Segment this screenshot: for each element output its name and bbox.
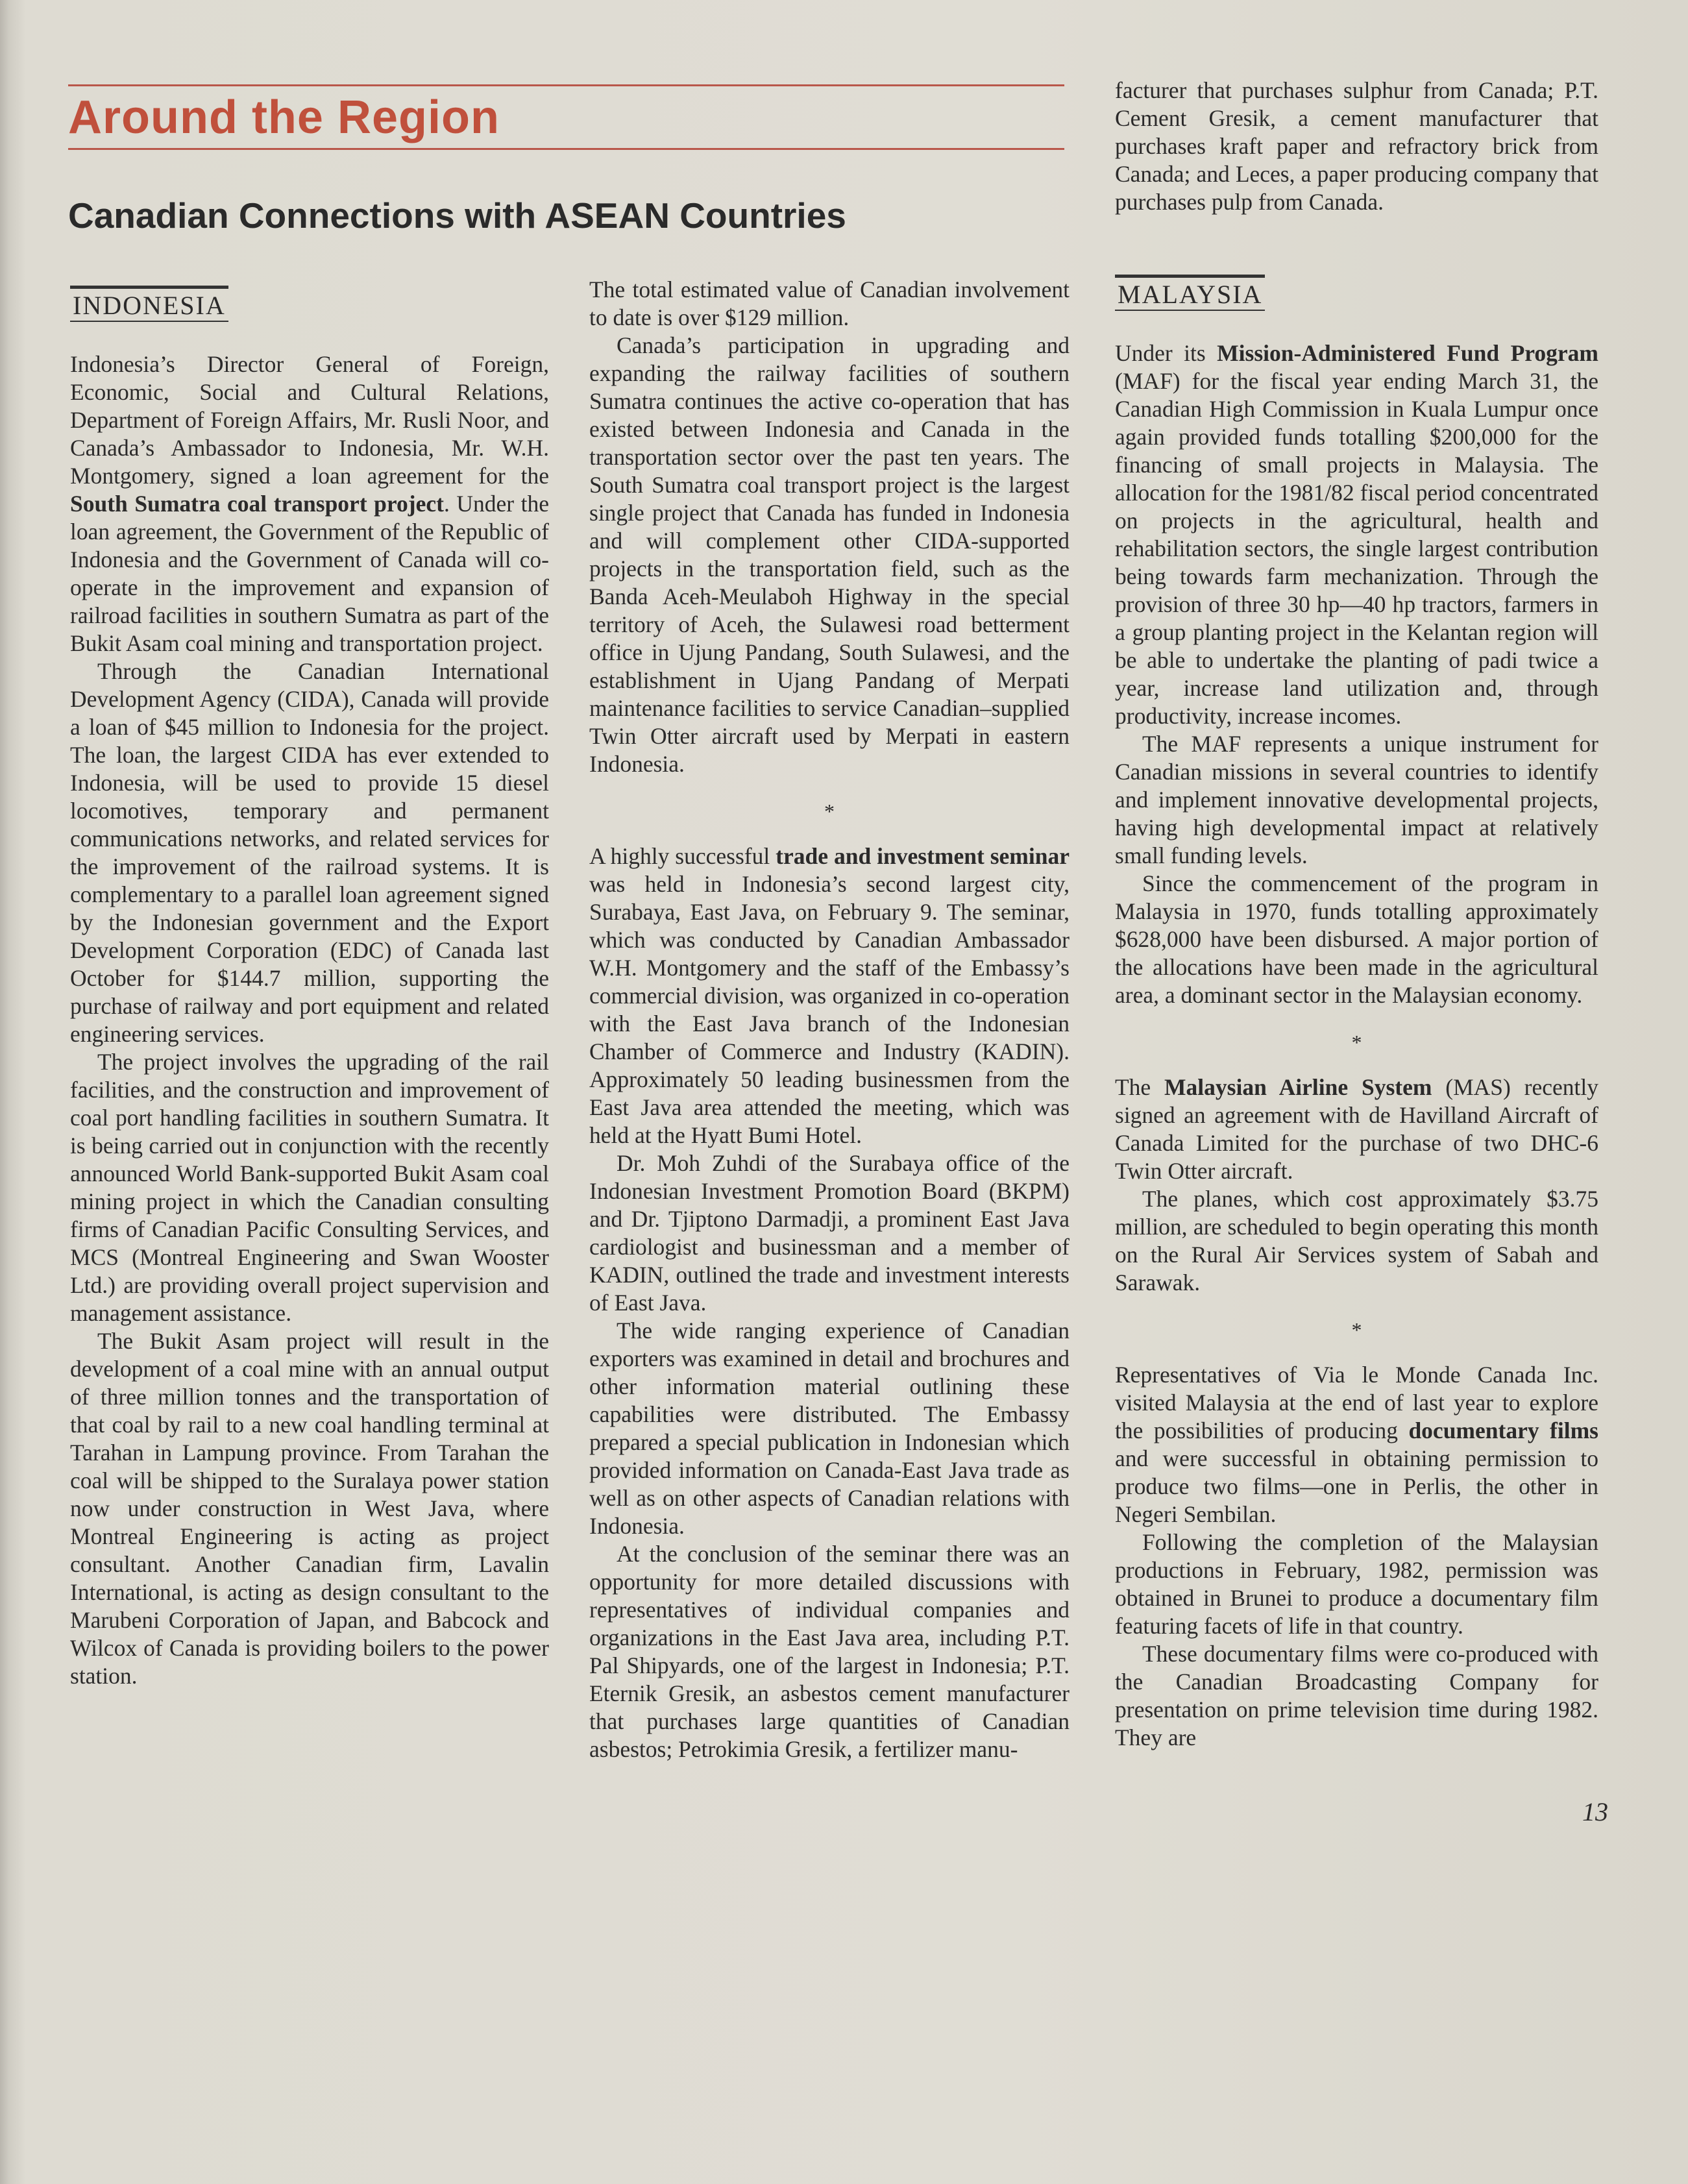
column-2: [589, 276, 1070, 1763]
paragraph: The planes, which cost approximately $3.75 million, are scheduled to begin operating this month on the Rural Air Services system of Sabah and Sarawak.: [1115, 1186, 1598, 1295]
paragraph: These documentary films were co-produced with the Canadian Broadcasting Company for presentation on prime television time during 1982. They are: [1115, 1641, 1598, 1750]
paragraph: [1115, 1361, 1598, 1528]
title-rule-bottom: [68, 148, 1064, 150]
text-run: . Under the loan agreement, the Government of the Republic of Indonesia and the Government of Canada will co-operate in the improvement and expansion of railroad facilities in southern Sumatra as part of the Bukit Asam coal mining and transportation project.: [70, 491, 549, 656]
bold-text: trade and investment seminar: [776, 843, 1070, 869]
paragraph: [70, 350, 549, 657]
paragraph: Through the Canadian International Development Agency (CIDA), Canada will provide a loan of $45 million to Indonesia for the project. The loan, the largest CIDA has ever extended to Indonesia, will be used to provide 15 diesel locomotives, temporary and permanent communications networks, and related services for the improvement of the railroad systems. It is complementary to a parallel loan agreement signed by the Indonesian government and the Export Development Corporation (EDC) of Canada last October for $144.7 million, supporting the purchase of railway and port equipment and related engineering services.: [70, 658, 549, 1047]
bold-text: Malaysian Airline System: [1164, 1074, 1432, 1100]
paragraph: [589, 842, 1070, 1149]
text-run: Indonesia’s Director General of Foreign, Economic, Social and Cultural Relations, Department of Foreign Affairs, Mr. Rusli Noor, and Canada’s Ambassador to Indonesia, Mr. W.H. Montgomery, signed a loan agreement for the: [70, 351, 549, 489]
paragraph: [1115, 1074, 1598, 1185]
paragraph: facturer that purchases sulphur from Canada; P.T. Cement Gresik, a cement manufacturer that purchases kraft paper and refractory brick from Canada; and Leces, a paper producing company that purchases pulp from Canada.: [1115, 77, 1598, 215]
paragraph: The project involves the upgrading of the rail facilities, and the construction and improvement of coal port handling facilities in southern Sumatra. It is being carried out in conjunction with the recently announced World Bank-supported Bukit Asam coal mining project in which the Canadian consulting firms of Canadian Pacific Consulting Services, and MCS (Montreal Engineering and Swan Wooster Ltd.) are providing overall project supervision and management assistance.: [70, 1049, 549, 1326]
text-run: Representatives of Via le Monde Canada Inc. visited Malaysia at the end of last year to explore the possibilities of producing: [1115, 1362, 1598, 1443]
paragraph: At the conclusion of the seminar there was an opportunity for more detailed discussions with representatives of individual companies and organizations in the East Java area, including P.T. Pal Shipyards, one of the largest in Indonesia; P.T. Eternik Gresik, an asbestos cement manufacturer that purchases large quantities of Canadian asbestos; Petrokimia Gresik, a fertilizer manu-: [589, 1541, 1070, 1762]
text-run: The: [1115, 1074, 1165, 1100]
country-heading-indonesia: INDONESIA: [70, 286, 228, 322]
spacer: [1115, 216, 1598, 275]
paragraph: Following the completion of the Malaysian productions in February, 1982, permission was obtained in Brunei to produce a documentary film featuring facets of life in that country.: [1115, 1529, 1598, 1639]
paragraph: [1115, 339, 1598, 730]
paragraph: Canada’s participation in upgrading and expanding the railway facilities of southern Sumatra continues the active co-operation that has existed between Indonesia and Canada in the transportation sector over the past ten years. The South Sumatra coal transport project is the largest single project that Canada has funded in Indonesia and will complement other CIDA-supported projects in the transportation field, such as the Banda Aceh-Meulaboh Highway in the special territory of Aceh, the Sulawesi road betterment office in Ujung Pandang, South Sulawesi, and the establishment in Ujang Pandang of Merpati maintenance facilities to service Canadian–supplied Twin Otter aircraft used by Merpati in eastern Indonesia.: [589, 332, 1070, 777]
paragraph: The Bukit Asam project will result in the development of a coal mine with an annual output of three million tonnes and the transportation of that coal by rail to a new coal handling terminal at Tarahan in Lampung province. From Tarahan the coal will be shipped to the Suralaya power station now under construction in West Java, where Montreal Engineering is acting as project consultant. Another Canadian firm, Lavalin International, is acting as design consultant to the Marubeni Corporation of Japan, and Babcock and Wilcox of Canada is providing boilers to the power station.: [70, 1328, 549, 1689]
column-1: [70, 286, 549, 1690]
text-run: Under its: [1115, 340, 1217, 366]
text-run: and were successful in obtaining permission to produce two films—one in Perlis, the other in Negeri Sembilan.: [1115, 1445, 1598, 1527]
paragraph: Dr. Moh Zuhdi of the Surabaya office of the Indonesian Investment Promotion Board (BKPM) and Dr. Tjiptono Darmadji, a prominent East Java cardiologist and businessman and a member of KADIN, outlined the trade and investment interests of East Java.: [589, 1150, 1070, 1316]
bold-text: documentary films: [1408, 1417, 1598, 1443]
text-run: was held in Indonesia’s second largest city, Surabaya, East Java, on February 9. The seminar, which was conducted by Canadian Ambassador W.H. Montgomery and the staff of the Embassy’s commercial division, was organized in co-operation with the East Java branch of the Indonesian Chamber of Commerce and Industry (KADIN). Approximately 50 leading businessmen from the East Java area attended the meeting, which was held at the Hyatt Bumi Hotel.: [589, 871, 1070, 1148]
bold-text: Mission-Administered Fund Program: [1217, 340, 1598, 366]
text-run: A highly successful: [589, 843, 776, 869]
paragraph: The MAF represents a unique instrument for Canadian missions in several countries to identify and implement innovative developmental projects, having high developmental impact at relatively small funding levels.: [1115, 731, 1598, 868]
bold-text: South Sumatra coal transport project: [70, 491, 444, 517]
page-number: 13: [1582, 1797, 1608, 1826]
text-run: (MAS) recently signed an agreement with de Havilland Aircraft of Canada Limited for the purchase of two DHC-6 Twin Otter aircraft.: [1115, 1074, 1598, 1184]
section-separator: *: [1351, 1318, 1362, 1342]
column-3: [1115, 77, 1598, 1752]
country-heading-malaysia: MALAYSIA: [1115, 275, 1265, 311]
text-run: (MAF) for the fiscal year ending March 31, the Canadian High Commission in Kuala Lumpur once again provided funds totalling $200,000 for the financing of small projects in Malaysia. The allocation for the 1981/82 fiscal period concentrated on projects in the agricultural, health and rehabilitation sectors, the single largest contribution being towards farm mechanization. Through the provision of three 30 hp—40 hp tractors, farmers in a group planting project in the Kelantan region will be able to undertake the planting of padi twice a year, increase land utilization and, through productivity, increase incomes.: [1115, 368, 1598, 729]
article-headline: Canadian Connections with ASEAN Countries: [68, 195, 846, 236]
paragraph: Since the commencement of the program in Malaysia in 1970, funds totalling approximately $628,000 have been disbursed. A major portion of the allocations have been made in the agricultural area, a dominant sector in the Malaysian economy.: [1115, 870, 1598, 1008]
section-title: Around the Region: [68, 92, 500, 143]
paragraph: The wide ranging experience of Canadian exporters was examined in detail and brochures and other information material outlining these capabilities were distributed. The Embassy prepared a special publication in Indonesian which provided information on Canada-East Java trade as well as on other aspects of Canadian relations with Indonesia.: [589, 1318, 1070, 1539]
section-separator: *: [1351, 1031, 1362, 1054]
section-separator: *: [824, 800, 835, 823]
paragraph: The total estimated value of Canadian involvement to date is over $129 million.: [589, 276, 1070, 330]
title-rule-top: [68, 84, 1064, 86]
